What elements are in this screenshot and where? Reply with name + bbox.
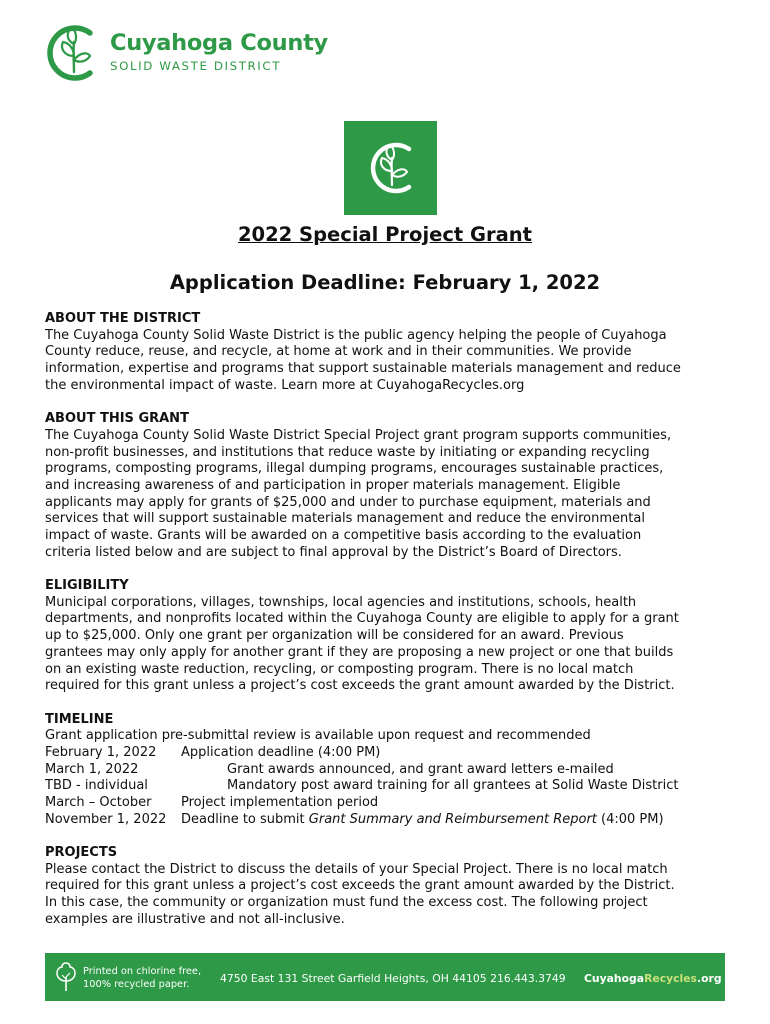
line: the environmental impact of waste. Learn more at CuyahogaRecycles.org bbox=[45, 377, 525, 393]
line: examples are illustrative and not all-inclusive. bbox=[45, 911, 345, 927]
timeline-date: February 1, 2022 bbox=[45, 744, 157, 760]
line: services that will support sustainable materials management and reduce the environmental bbox=[45, 511, 645, 527]
org-subtitle: SOLID WASTE DISTRICT bbox=[110, 59, 282, 73]
timeline-desc: Application deadline (4:00 PM) bbox=[181, 744, 381, 760]
timeline-row bbox=[45, 745, 735, 762]
line: impact of waste. Grants will be awarded on a competitive basis according to the evaluation bbox=[45, 528, 642, 544]
line: information, expertise and programs that support sustainable materials management and reduce bbox=[45, 361, 681, 377]
org-name: Cuyahoga County bbox=[110, 30, 328, 56]
timeline-row bbox=[45, 795, 735, 812]
header-logo bbox=[44, 22, 328, 84]
line: up to $25,000. Only one grant per organization will be considered for an award. Previous bbox=[45, 628, 624, 644]
timeline-date: November 1, 2022 bbox=[45, 811, 167, 827]
line: and increasing awareness of and participation in proper materials management. Eligible bbox=[45, 477, 621, 493]
timeline-desc: Project implementation period bbox=[181, 795, 379, 811]
line: required for this grant unless a project’s cost exceeds the grant amount awarded by the District. bbox=[45, 878, 675, 894]
timeline-desc-post: (4:00 PM) bbox=[596, 811, 664, 827]
printed-note bbox=[83, 966, 201, 991]
section-heading: ABOUT THIS GRANT bbox=[45, 411, 189, 427]
timeline-desc: Grant awards announced, and grant award letters e-mailed bbox=[227, 761, 614, 777]
document-body bbox=[45, 311, 735, 945]
line: grantees may only apply for another grant if they are proposing a new project or one that builds bbox=[45, 644, 674, 660]
application-deadline: Application Deadline: February 1, 2022 bbox=[169, 271, 601, 294]
section-heading: PROJECTS bbox=[45, 845, 118, 861]
center-logo-icon bbox=[344, 121, 437, 215]
timeline-desc-pre: Deadline to submit bbox=[181, 811, 309, 827]
line: required for this grant unless a project’s cost exceeds the grant amount awarded by the District. bbox=[45, 678, 675, 694]
section-heading: ABOUT THE DISTRICT bbox=[45, 311, 201, 326]
site-highlight: Recycles bbox=[644, 972, 697, 985]
section-heading: ELIGIBILITY bbox=[45, 578, 129, 594]
line: County reduce, reuse, and recycle, at home at work and in their communities. We provide bbox=[45, 344, 632, 360]
footer-website-link[interactable] bbox=[584, 972, 722, 985]
line: applicants may apply for grants of $25,000 and under to purchase equipment, materials and bbox=[45, 494, 651, 510]
timeline-date: March – October bbox=[45, 795, 152, 811]
line: departments, and nonprofits located within the Cuyahoga County are eligible to apply for a grant bbox=[45, 611, 679, 627]
report-name: Grant Summary and Reimbursement Report bbox=[308, 811, 597, 827]
section-about-grant bbox=[45, 411, 735, 561]
site-suffix: .org bbox=[697, 972, 722, 985]
leaf-c-logo-icon bbox=[44, 22, 102, 84]
footer-banner bbox=[45, 953, 725, 1001]
timeline-row bbox=[45, 762, 735, 779]
line: In this case, the community or organization must fund the excess cost. The following project bbox=[45, 895, 648, 911]
line: The Cuyahoga County Solid Waste District is the public agency helping the people of Cuyahoga bbox=[45, 327, 667, 343]
tree-icon bbox=[53, 961, 79, 993]
timeline-intro: Grant application pre-submittal review is available upon request and recommended bbox=[45, 728, 591, 744]
printed-line: Printed on chlorine free, bbox=[83, 966, 202, 977]
timeline-desc bbox=[181, 812, 664, 829]
printed-line: 100% recycled paper. bbox=[83, 978, 190, 990]
line: Please contact the District to discuss the details of your Special Project. There is no local match bbox=[45, 861, 668, 877]
timeline-date: March 1, 2022 bbox=[45, 761, 139, 777]
timeline-desc: Mandatory post award training for all grantees at Solid Waste District bbox=[227, 778, 679, 794]
line: non-profit businesses, and institutions that reduce waste by initiating or expanding recycling bbox=[45, 444, 650, 460]
section-eligibility bbox=[45, 578, 735, 695]
line: programs, composting programs, illegal dumping programs, encourages sustainable practices, bbox=[45, 461, 664, 477]
site-prefix: Cuyahoga bbox=[584, 972, 645, 985]
line: Municipal corporations, villages, townships, local agencies and institutions, schools, health bbox=[45, 594, 637, 610]
footer-address: 4750 East 131 Street Garfield Heights, OH 44105 216.443.3749 bbox=[220, 972, 566, 985]
timeline-date: TBD - individual bbox=[45, 778, 148, 794]
line: on an existing waste reduction, recycling, or composting program. There is no local match bbox=[45, 661, 634, 677]
section-projects bbox=[45, 845, 735, 929]
section-timeline bbox=[45, 712, 735, 829]
timeline-row bbox=[45, 778, 735, 795]
line: The Cuyahoga County Solid Waste District Special Project grant program supports communities, bbox=[45, 427, 672, 443]
document-title: 2022 Special Project Grant bbox=[237, 223, 533, 246]
section-about-district bbox=[45, 311, 735, 395]
section-heading: TIMELINE bbox=[45, 711, 114, 727]
line: criteria listed below and are subject to final approval by the District’s Board of Directors. bbox=[45, 544, 622, 560]
timeline-row bbox=[45, 812, 735, 829]
